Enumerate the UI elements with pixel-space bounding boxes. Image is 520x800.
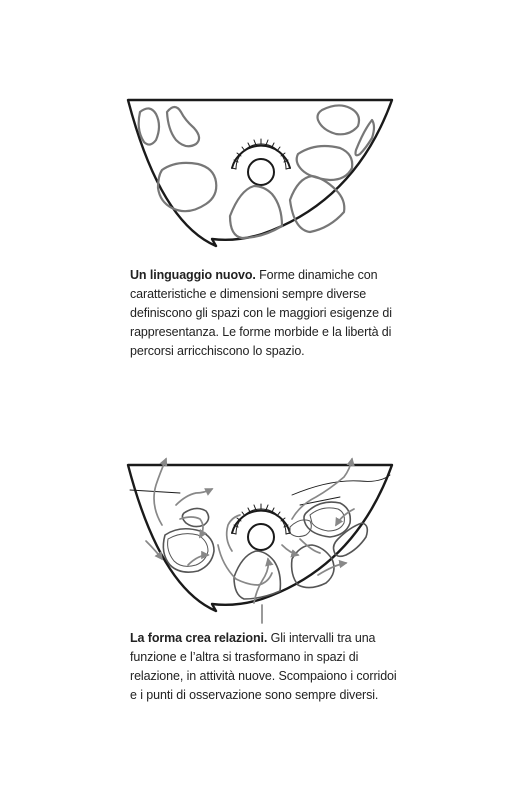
- caption-heading: La forma crea relazioni.: [130, 631, 268, 645]
- caption-relations: [130, 629, 400, 705]
- floor-plan-soft-shapes: [0, 90, 520, 260]
- caption-body: Forme dinamiche con caratteristiche e dimensioni sempre diverse definiscono gli spazi con le maggiori esigenze di rappresentanza. Le forme morbide e la libertà di percorsi arricchiscono lo spazio.: [130, 268, 392, 358]
- interior-lines: [130, 475, 390, 505]
- caption-soft-shapes: [130, 266, 400, 361]
- central-auditorium: [232, 139, 290, 185]
- caption-heading: Un linguaggio nuovo.: [130, 268, 256, 282]
- caption-body: Gli intervalli tra una funzione e l’altra si trasformano in spazi di relazione, in attività nuove. Scompaiono i corridoi e i punti di osservazione sono sempre diversi.: [130, 631, 397, 702]
- floor-plan-relations: [0, 455, 520, 625]
- central-auditorium: [232, 504, 290, 550]
